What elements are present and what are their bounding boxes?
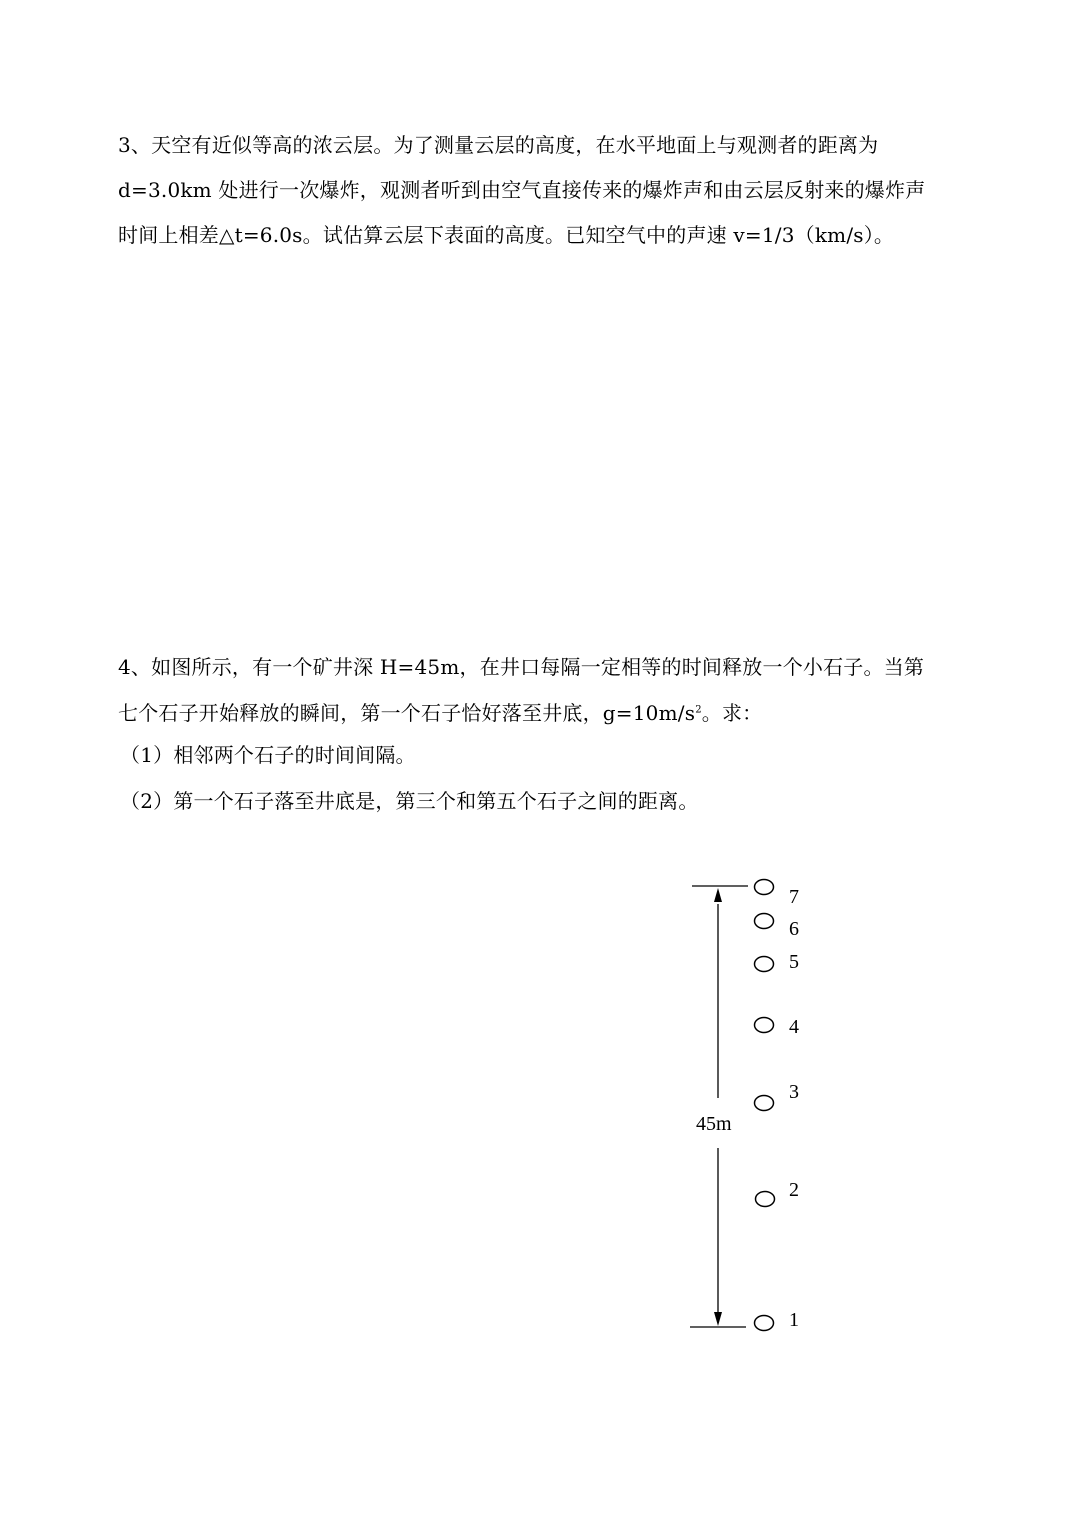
problem4-line-2-text: 七个石子开始释放的瞬间，第一个石子恰好落至井底，g=10m/s (118, 701, 696, 725)
problem4-line-2-tail: 。求： (701, 701, 763, 725)
stone-circle (755, 1316, 774, 1331)
stone-circle (755, 957, 774, 972)
stone-label: 6 (789, 918, 799, 940)
problem4-question-1: （1）相邻两个石子的时间间隔。 (120, 743, 416, 767)
stone-circle (755, 914, 774, 929)
problem3-line-2: d=3.0km 处进行一次爆炸，观测者听到由空气直接传来的爆炸声和由云层反射来的爆炸声 (118, 178, 926, 202)
stone-label: 1 (789, 1309, 799, 1331)
stone-label: 7 (789, 886, 799, 908)
problem4-question-2: （2）第一个石子落至井底是，第三个和第五个石子之间的距离。 (120, 789, 699, 813)
up-arrowhead (714, 888, 722, 902)
problem4-line-1: 4、如图所示，有一个矿井深 H=45m，在井口每隔一定相等的时间释放一个小石子。当第 (118, 655, 925, 679)
stone-label: 2 (789, 1179, 799, 1201)
stone-label: 3 (789, 1081, 799, 1103)
problem4-line-2-superscript: 2 (695, 704, 702, 716)
stone-label: 5 (789, 951, 799, 973)
stone-circle (755, 1096, 774, 1111)
stone-circle (755, 1018, 774, 1033)
stones-group (755, 880, 800, 1332)
problem3-line-3: 时间上相差△t=6.0s。试估算云层下表面的高度。已知空气中的声速 v=1/3（km/s）。 (118, 223, 895, 247)
depth-label: 45m (696, 1113, 732, 1135)
stone-circle (755, 880, 774, 895)
stone-circle (756, 1192, 775, 1207)
stone-label: 4 (789, 1016, 799, 1038)
problem3-line-1: 3、天空有近似等高的浓云层。为了测量云层的高度，在水平地面上与观测者的距离为 (118, 133, 879, 157)
down-arrowhead (714, 1312, 722, 1326)
